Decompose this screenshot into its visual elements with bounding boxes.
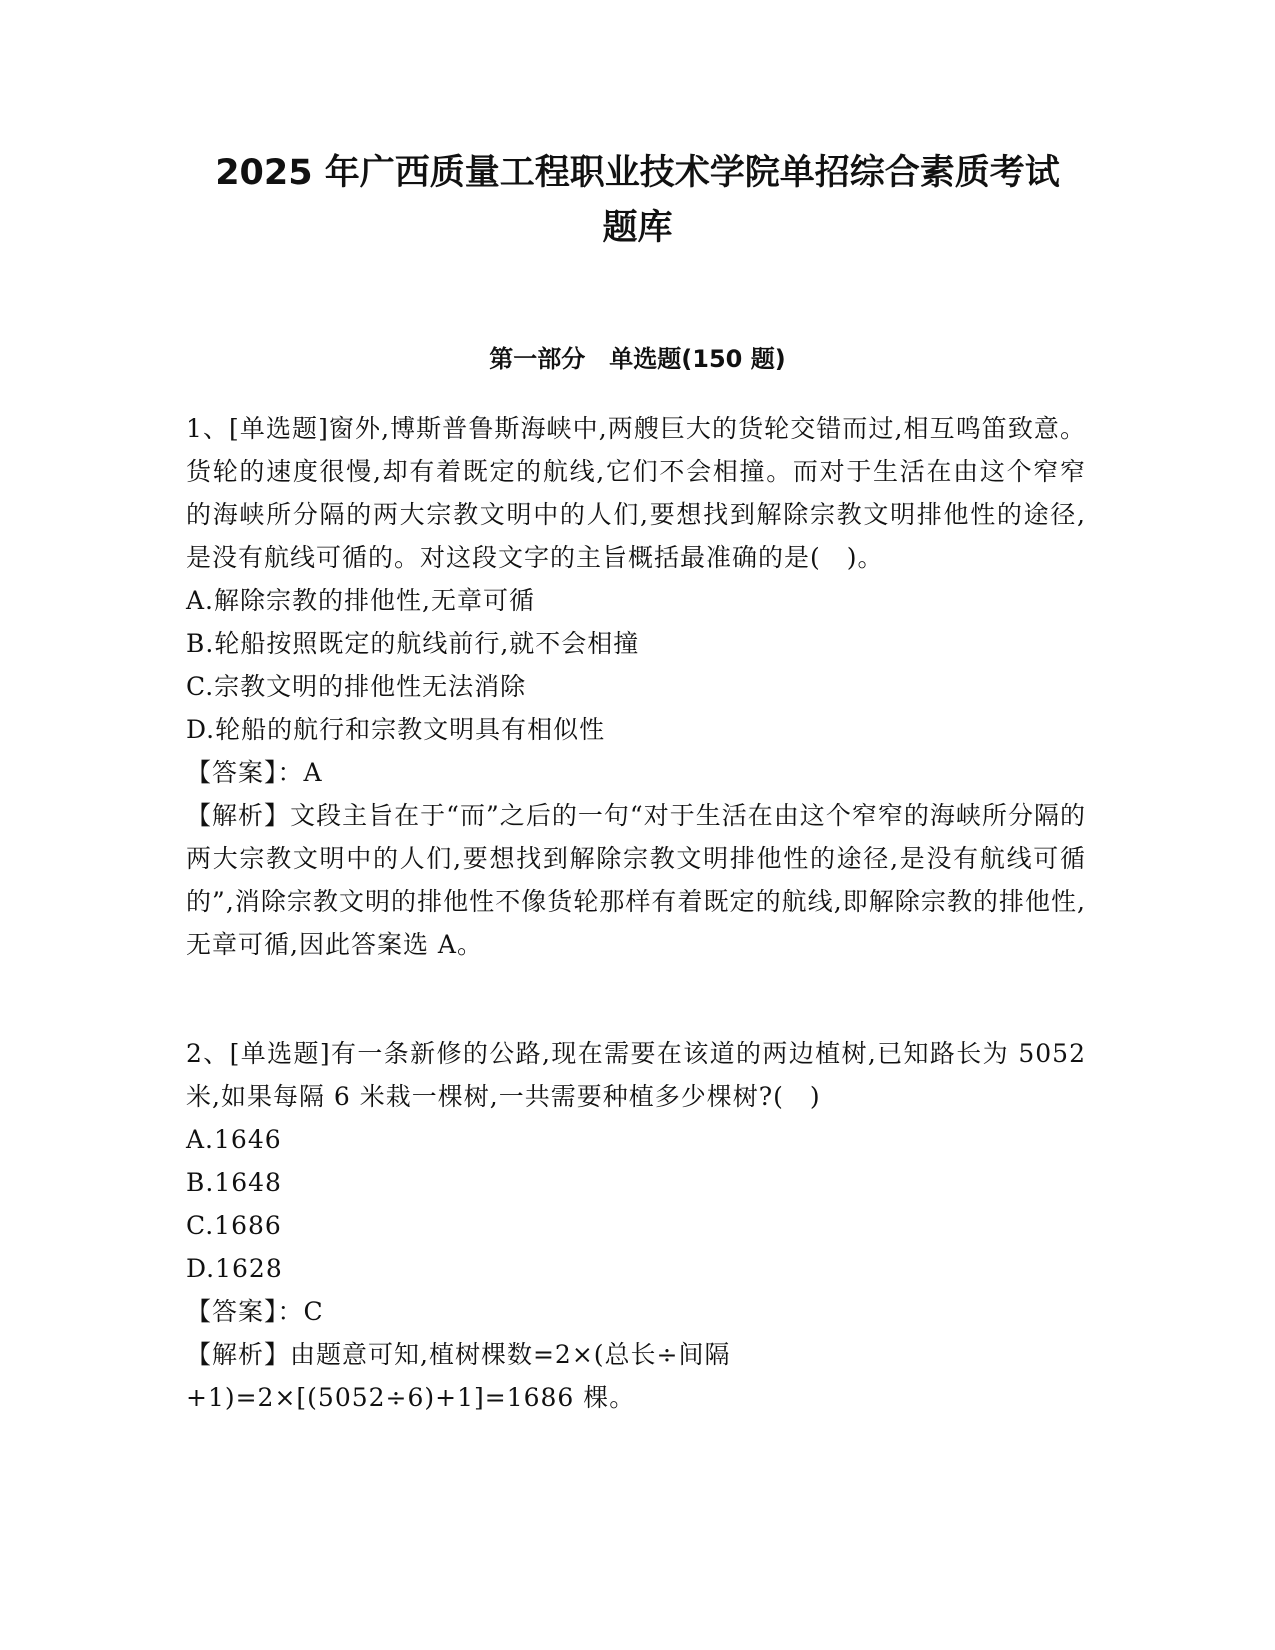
- analysis-label: 【解析】: [186, 1340, 291, 1369]
- section-heading: 第一部分 单选题(150 题): [489, 345, 786, 373]
- answer-label: 【答案】：: [186, 758, 304, 787]
- document-title-line-1: 2025 年广西质量工程职业技术学院单招综合素质考试: [215, 153, 1060, 193]
- answer-value: A: [303, 758, 323, 787]
- question-1: [186, 407, 1086, 966]
- question-1-option-a: A.解除宗教的排他性,无章可循: [186, 586, 535, 615]
- analysis-text: 文段主旨在于“而”之后的一句“对于生活在由这个窄窄的海峡所分隔的两大宗教文明中的人们,要想找到解除宗教文明排他性的途径,是没有航线可循的”,消除宗教文明的排他性不像货轮那样有着既定的航线,即解除宗教的排他性,无章可循,因此答案选 A。: [186, 801, 1086, 959]
- question-2-option-c: C.1686: [186, 1211, 282, 1240]
- answer-value: C: [303, 1297, 324, 1326]
- question-1-stem: 1、[单选题]窗外,博斯普鲁斯海峡中,两艘巨大的货轮交错而过,相互鸣笛致意。货轮的速度很慢,却有着既定的航线,它们不会相撞。而对于生活在由这个窄窄的海峡所分隔的两大宗教文明中的人们,要想找到解除宗教文明排他性的途径,是没有航线可循的。对这段文字的主旨概括最准确的是( )。: [186, 414, 1086, 572]
- analysis-text: 由题意可知,植树棵数=2×(总长÷间隔: [290, 1340, 731, 1369]
- document-title-line-2: 题库: [602, 208, 673, 248]
- analysis-label: 【解析】: [186, 801, 291, 830]
- question-2-stem: 2、[单选题]有一条新修的公路,现在需要在该道的两边植树,已知路长为 5052 米,如果每隔 6 米栽一棵树,一共需要种植多少棵树?( ): [186, 1039, 1086, 1111]
- question-2-option-b: B.1648: [186, 1168, 282, 1197]
- question-1-option-b: B.轮船按照既定的航线前行,就不会相撞: [186, 629, 640, 658]
- question-2-option-a: A.1646: [186, 1125, 282, 1154]
- question-2-analysis-line-2: +1)=2×[(5052÷6)+1]=1686 棵。: [186, 1383, 636, 1412]
- question-2-answer: [186, 1290, 1086, 1333]
- question-1-analysis: [186, 794, 1086, 966]
- question-2-option-d: D.1628: [186, 1254, 283, 1283]
- question-2: [186, 1032, 1086, 1419]
- question-1-option-d: D.轮船的航行和宗教文明具有相似性: [186, 715, 606, 744]
- answer-label: 【答案】：: [186, 1297, 304, 1326]
- document-title: [150, 146, 1125, 256]
- question-1-option-c: C.宗教文明的排他性无法消除: [186, 672, 527, 701]
- question-1-answer: [186, 751, 1086, 794]
- question-2-analysis-line-1: [186, 1333, 1086, 1376]
